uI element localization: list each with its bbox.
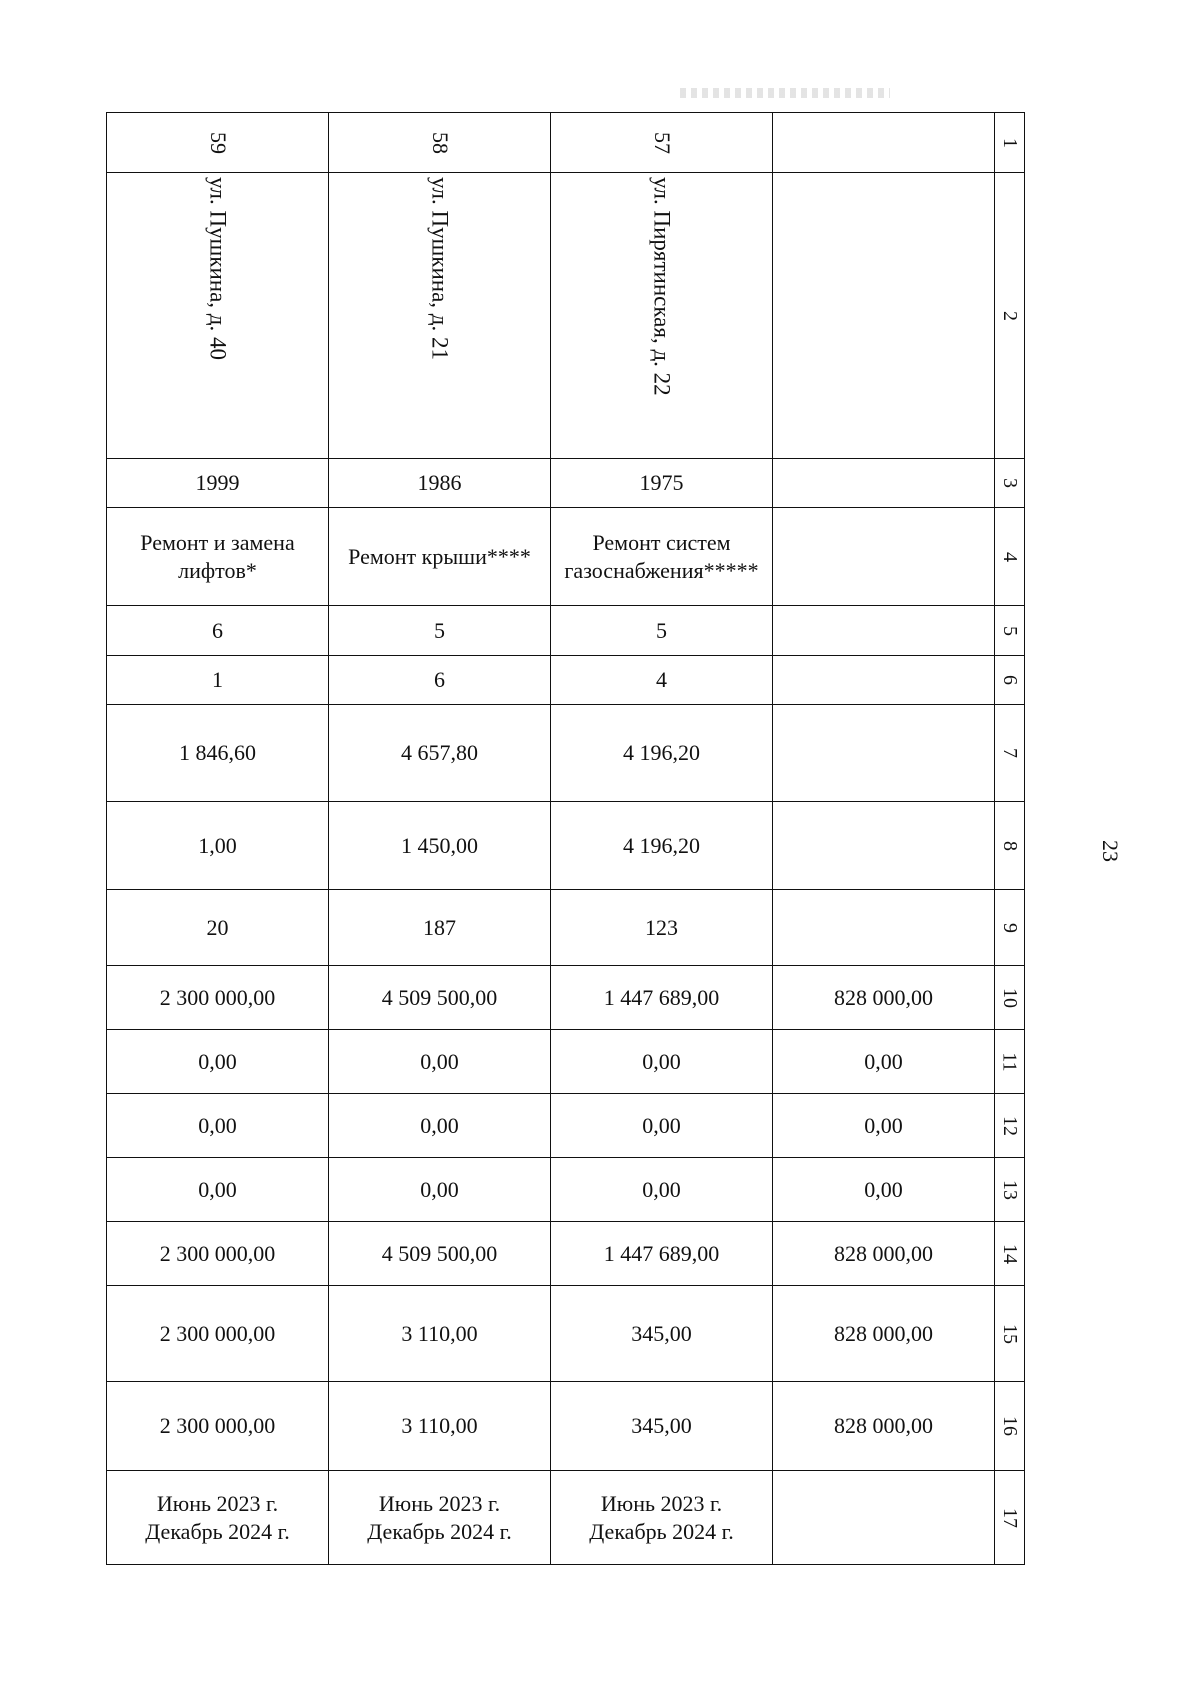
value-cell: 187: [329, 890, 551, 966]
value-cell: 0,00: [773, 1094, 995, 1158]
value-cell: 2 300 000,00: [107, 1286, 329, 1382]
column-number-cell: 3: [995, 459, 1025, 508]
value-cell: 2 300 000,00: [107, 966, 329, 1030]
period-cell: [773, 1471, 995, 1565]
table-row-col9: [107, 890, 1025, 966]
table-row-col11: [107, 1030, 1025, 1094]
column-number-cell: 8: [995, 802, 1025, 890]
value-cell: 1 447 689,00: [551, 1222, 773, 1286]
value-cell: 4 196,20: [551, 802, 773, 890]
address-cell: ул. Пушкина, д. 21: [329, 173, 551, 459]
work-type-cell: Ремонт и замена лифтов*: [107, 508, 329, 606]
year-cell: 1986: [329, 459, 551, 508]
table-row-col17: [107, 1471, 1025, 1565]
table-row-col5: [107, 606, 1025, 656]
value-cell: [773, 656, 995, 705]
year-cell: [773, 459, 995, 508]
record-number-cell: [773, 113, 995, 173]
value-cell: 2 300 000,00: [107, 1222, 329, 1286]
value-cell: 0,00: [551, 1158, 773, 1222]
value-cell: 0,00: [773, 1030, 995, 1094]
value-cell: 0,00: [107, 1030, 329, 1094]
value-cell: 0,00: [773, 1158, 995, 1222]
column-number-cell: 15: [995, 1286, 1025, 1382]
value-cell: 4 509 500,00: [329, 966, 551, 1030]
record-number-cell: 57: [551, 113, 773, 173]
value-cell: 6: [329, 656, 551, 705]
value-cell: [773, 606, 995, 656]
table-row-col8: [107, 802, 1025, 890]
table-row-col2: [107, 173, 1025, 459]
value-cell: 6: [107, 606, 329, 656]
value-cell: 4 196,20: [551, 705, 773, 802]
column-number-cell: 11: [995, 1030, 1025, 1094]
column-number-cell: 9: [995, 890, 1025, 966]
column-number-cell: 10: [995, 966, 1025, 1030]
year-cell: 1999: [107, 459, 329, 508]
column-number-cell: 12: [995, 1094, 1025, 1158]
work-type-cell: [773, 508, 995, 606]
value-cell: 0,00: [551, 1030, 773, 1094]
value-cell: 4 509 500,00: [329, 1222, 551, 1286]
period-cell: Июнь 2023 г. Декабрь 2024 г.: [329, 1471, 551, 1565]
value-cell: 2 300 000,00: [107, 1382, 329, 1471]
page-number: 23: [1098, 840, 1123, 862]
column-number-cell: 14: [995, 1222, 1025, 1286]
value-cell: 0,00: [551, 1094, 773, 1158]
value-cell: [773, 705, 995, 802]
address-cell: ул. Пушкина, д. 40: [107, 173, 329, 459]
table-row-col13: [107, 1158, 1025, 1222]
table-row-col16: [107, 1382, 1025, 1471]
column-number-cell: 2: [995, 173, 1025, 459]
table-row-col12: [107, 1094, 1025, 1158]
value-cell: 3 110,00: [329, 1382, 551, 1471]
column-number-cell: 13: [995, 1158, 1025, 1222]
value-cell: 828 000,00: [773, 1382, 995, 1471]
work-type-cell: Ремонт систем газоснабжения*****: [551, 508, 773, 606]
table-row-col10: [107, 966, 1025, 1030]
value-cell: 1: [107, 656, 329, 705]
value-cell: [773, 890, 995, 966]
value-cell: 828 000,00: [773, 1222, 995, 1286]
value-cell: 3 110,00: [329, 1286, 551, 1382]
value-cell: 345,00: [551, 1286, 773, 1382]
value-cell: 4: [551, 656, 773, 705]
address-cell: ул. Пирятинская, д. 22: [551, 173, 773, 459]
column-number-cell: 1: [995, 113, 1025, 173]
table-row-col1: [107, 113, 1025, 173]
table-row-col6: [107, 656, 1025, 705]
works-table: [106, 112, 1025, 1565]
table-row-col3: [107, 459, 1025, 508]
address-cell: [773, 173, 995, 459]
record-number-cell: 58: [329, 113, 551, 173]
table-row-col4: [107, 508, 1025, 606]
table-row-col7: [107, 705, 1025, 802]
value-cell: 0,00: [107, 1094, 329, 1158]
period-cell: Июнь 2023 г. Декабрь 2024 г.: [551, 1471, 773, 1565]
value-cell: 0,00: [329, 1030, 551, 1094]
table-row-col15: [107, 1286, 1025, 1382]
value-cell: 1 846,60: [107, 705, 329, 802]
value-cell: 4 657,80: [329, 705, 551, 802]
column-number-cell: 7: [995, 705, 1025, 802]
value-cell: 5: [551, 606, 773, 656]
work-type-cell: Ремонт крыши****: [329, 508, 551, 606]
column-number-cell: 16: [995, 1382, 1025, 1471]
value-cell: 828 000,00: [773, 966, 995, 1030]
scan-artifact: [680, 88, 890, 98]
column-number-cell: 5: [995, 606, 1025, 656]
value-cell: [773, 802, 995, 890]
value-cell: 123: [551, 890, 773, 966]
column-number-cell: 17: [995, 1471, 1025, 1565]
value-cell: 1 450,00: [329, 802, 551, 890]
value-cell: 1,00: [107, 802, 329, 890]
value-cell: 5: [329, 606, 551, 656]
value-cell: 0,00: [329, 1158, 551, 1222]
value-cell: 828 000,00: [773, 1286, 995, 1382]
year-cell: 1975: [551, 459, 773, 508]
record-number-cell: 59: [107, 113, 329, 173]
table-row-col14: [107, 1222, 1025, 1286]
value-cell: 1 447 689,00: [551, 966, 773, 1030]
column-number-cell: 4: [995, 508, 1025, 606]
value-cell: 0,00: [107, 1158, 329, 1222]
value-cell: 20: [107, 890, 329, 966]
period-cell: Июнь 2023 г. Декабрь 2024 г.: [107, 1471, 329, 1565]
value-cell: 0,00: [329, 1094, 551, 1158]
value-cell: 345,00: [551, 1382, 773, 1471]
column-number-cell: 6: [995, 656, 1025, 705]
